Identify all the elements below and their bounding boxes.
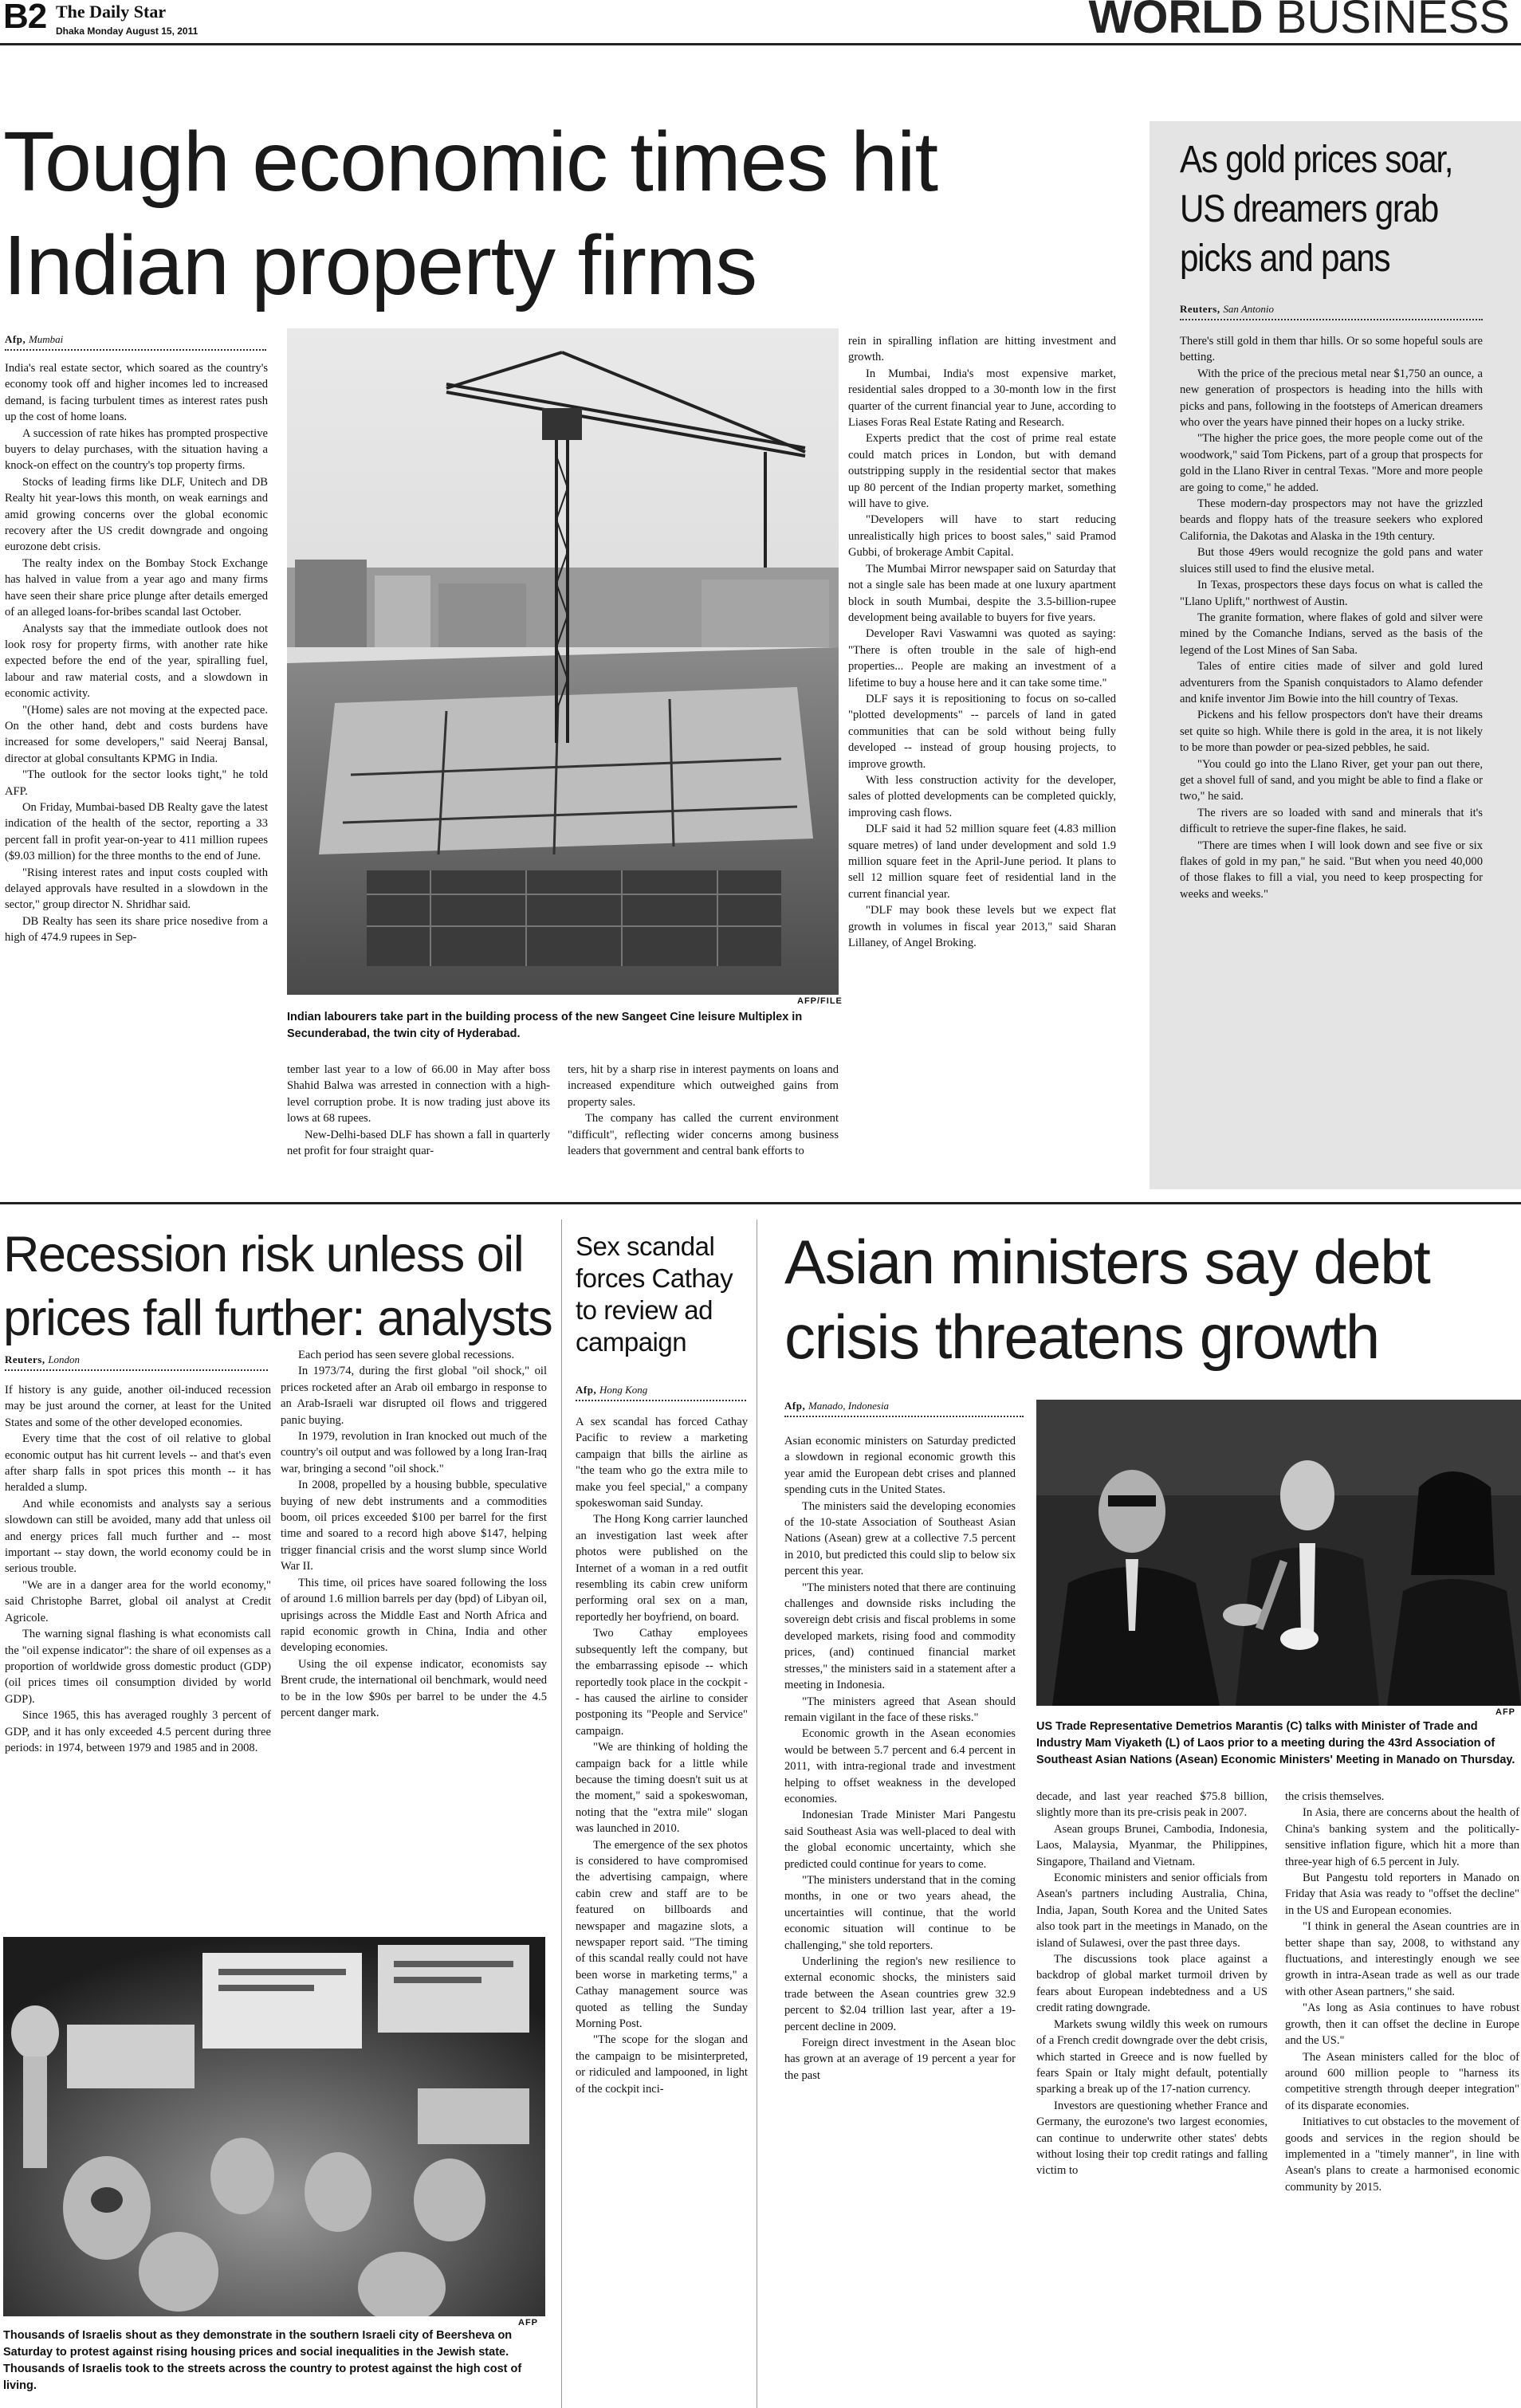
asian-headline-line1: Asian ministers say debt: [784, 1227, 1430, 1297]
gold-byline-agency: Reuters,: [1180, 303, 1220, 315]
asian-col1-p: Foreign direct investment in the Asean bloc has grown at an average of 19 percent a year for the past: [784, 2037, 1016, 2082]
gold-p: "You could go into the Llano River, get your pan out there, get a shovel full of sand, and you might be able to find a flake or two," he said.: [1180, 757, 1483, 803]
asian-col1-p: Underlining the region's new resilience to external economic shocks, the ministers said trade between the Asean countries grew 32.9 percent to $2.04 trillion last year, after a 19-percent decline in 2009.: [784, 1955, 1016, 2033]
asian-col3-p: In Asia, there are concerns about the health of China's banking system and the politically-sensitive inflation figure, which hit a more than three-year high of 6.5 percent in July.: [1285, 1806, 1519, 1868]
recession-col2-p: In 2008, propelled by a housing bubble, speculative buying of new debt instruments and a commodities boom, oil prices exceeded $100 per barrel for the first time and soared to a record high above $147, helping trigger financial crisis and the worst slump since World War II.: [281, 1479, 547, 1573]
asian-col1-p: Indonesian Trade Minister Mari Pangestu said Southeast Asia was well-placed to deal with the global economic uncertainty, which she predicted could continue for years to come.: [784, 1809, 1016, 1871]
cathay-p: "The scope for the slogan and the campaign to be misinterpreted, or ridiculed and lampooned, in light of the cockpit inci-: [576, 2033, 748, 2096]
cathay-headline-line: Sex scandal: [576, 1231, 715, 1261]
asian-photo-credit: AFP: [1495, 1707, 1515, 1717]
story1-col1-p: Analysts say that the immediate outlook does not look rosy for property firms, with another rate hike expected before the end of the year, spiralling fuel, labour and raw material costs, and a slowdown in economic activity.: [5, 622, 268, 701]
paper-name: The Daily Star: [56, 2, 167, 22]
story1-col1-p: DB Realty has seen its share price nosedive from a high of 474.9 rupees in Sep-: [5, 914, 268, 945]
cathay-headline-line: to review ad: [576, 1295, 713, 1325]
story1-caption: Indian labourers take part in the building process of the new Sangeet Cine leisure Multiplex in Secunderabad, the twin city of Hyderabad.: [287, 1011, 803, 1040]
asian-col1-p: "The ministers noted that there are continuing challenges and downside risks including the sovereign debt crisis and fiscal problems in some developed markets, rising food and commodity prices, (and) continued financial market stresses," the ministers said in a statement after a meeting in Indonesia.: [784, 1581, 1016, 1692]
story1-col4-p: In Mumbai, India's most expensive market, residential sales dropped to a 30-month low in the first quarter of the current financial year to June, according to Liases Foras Real Estate Rating and Research.: [848, 367, 1116, 430]
section-title-light: BUSINESS: [1275, 0, 1510, 43]
recession-col1-p: Since 1965, this has averaged roughly 3 percent of GDP, and it has only exceeded 4.5 percent during three periods: in 1974, between 1979 and 1985 and in 2008.: [5, 1709, 271, 1754]
asian-byline: [784, 1400, 1024, 1417]
gold-p: Tales of entire cities made of silver and gold lured adventurers from the Spanish conquistadors to Alamo defender and knife inventor Jim Bowie into the hill country of Texas.: [1180, 660, 1483, 705]
gold-p: "There are times when I will look down and see five or six flakes of gold in my pan," he said. "But when you need 40,000 of those flakes to fill a vial, you need to keep prospecting for weeks and weeks.": [1180, 839, 1483, 901]
ministers-photo: [1036, 1400, 1521, 1706]
recession-col2-p: In 1973/74, during the first global "oil shock," oil prices rocketed after an Arab oil embargo in response to an Arab-Israeli war disrupted oil flows and triggered panic buying.: [281, 1365, 547, 1427]
story1-headline-line2: Indian property firms: [3, 218, 757, 312]
section-title: [1088, 0, 1510, 44]
recession-byline-agency: Reuters,: [5, 1353, 45, 1365]
story1-col3-p: The company has called the current environment "difficult", reflecting wider concerns among business leaders that government and central bank efforts to: [568, 1112, 839, 1158]
story1-col1-p: "(Home) sales are not moving at the expected pace. On the other hand, debt and costs burdens have increased for some developers," said Neeraj Bansal, director at global consultants KPMG in India.: [5, 703, 268, 765]
section-divider: [0, 1202, 1521, 1204]
story1-col4-p: Experts predict that the cost of prime real estate could match prices in London, but with demand outstripping supply in the residential sector that makes up 80 percent of the Indian property market, something will have to give.: [848, 432, 1116, 511]
cathay-p: Two Cathay employees subsequently left the company, but the embarrassing episode -- which reportedly took place in the cockpit -- has caused the airline to consider postponing its "People and Service" campaign.: [576, 1627, 748, 1738]
asian-headline-line2: crisis threatens growth: [784, 1302, 1379, 1372]
cathay-headline-line: campaign: [576, 1327, 687, 1357]
gold-headline: [1180, 136, 1475, 284]
asian-col2-p: Markets swung wildly this week on rumours of a French credit downgrade over the debt crisis, which started in Greece and is now fuelled by fears Spain or Italy might default, potentially sparking a break up of the 17-nation currency.: [1036, 2017, 1268, 2096]
asian-caption: US Trade Representative Demetrios Marantis (C) talks with Minister of Trade and Industry Mam Viyaketh (L) of Laos prior to a meeting during the 43rd Association of Southeast Asian Nations (Asean) Economic Ministers' Meeting in Manado on Thursday.: [1036, 1720, 1515, 1766]
construction-photo-art: [287, 328, 839, 995]
recession-col1-p: If history is any guide, another oil-induced recession may be just around the corner, at least for the United States and some of the other developed economies.: [5, 1384, 271, 1429]
asian-col2-p: Investors are questioning whether France and Germany, the eurozone's two largest economies, can continue to underwrite other states' debts without losing their top credit ratings and falling victim to: [1036, 2099, 1268, 2178]
asian-col2-p: The discussions took place against a backdrop of global market turmoil driven by fears about European indebtedness and a US credit rating downgrade.: [1036, 1953, 1268, 2015]
story1-byline-place: Mumbai: [28, 333, 64, 345]
asian-col2-p: decade, and last year reached $75.8 billion, slightly more than its pre-crisis peak in 2007.: [1036, 1790, 1268, 1820]
recession-col2-p: Using the oil expense indicator, economists say Brent crude, the international oil benchmark, would need to be in the low $90s per barrel to be under the 4.5 percent danger mark.: [281, 1657, 547, 1719]
story1-col4-p: "DLF may book these levels but we expect flat growth in volumes in fiscal year 2013," said Sharan Lillaney, of Angel Broking.: [848, 904, 1116, 950]
cathay-p: The Hong Kong carrier launched an investigation last week after photos were published on the Internet of a woman in a red outfit resembling its cabin crew uniform performing oral sex on a man, reportedly her boyfriend, on board.: [576, 1513, 748, 1624]
recession-headline-line1: Recession risk unless oil: [3, 1227, 524, 1283]
story1-col4-p: The Mumbai Mirror newspaper said on Saturday that not a single sale has been made at one luxury apartment block in south Mumbai, despite the 3.5-billion-rupee development being available to buyers for five years.: [848, 562, 1116, 624]
recession-col1-p: The warning signal flashing is what economists call the "oil expense indicator": the share of oil expenses as a proportion of worldwide gross domestic product (GDP) (oil prices times oil consumption divided by world GDP).: [5, 1628, 271, 1706]
gold-p: With the price of the precious metal near $1,750 an ounce, a new generation of prospectors is heading into the hills with picks and pans, following in the footsteps of American dreamers who over the years have pinned their hopes on a lucky strike.: [1180, 367, 1483, 430]
asian-headline: [784, 1224, 1429, 1374]
recession-headline: [3, 1223, 552, 1350]
story1-col4: [848, 333, 1116, 1189]
gold-headline-line: US dreamers grab: [1180, 188, 1438, 230]
story1-col4-p: DLF said it had 52 million square feet (4.83 million square metres) of land under development and sold 1.9 million square feet in the April-June period. It plans to sell 12 million square feet of residential land in the current financial year.: [848, 823, 1116, 901]
section-title-bold: WORLD: [1088, 0, 1264, 43]
masthead-rule: [0, 43, 1521, 45]
cathay-headline-line: forces Cathay: [576, 1263, 733, 1293]
asian-byline-agency: Afp,: [784, 1400, 806, 1412]
gold-p: The rivers are so loaded with sand and minerals that it's difficult to retrieve the super-fine flakes, he said.: [1180, 806, 1483, 836]
asian-col3-p: But Pangestu told reporters in Manado on Friday that Asia was ready to "offset the decline" in the US and European economies.: [1285, 1872, 1519, 1917]
recession-col1-p: And while economists and analysts say a serious slowdown can still be avoided, many add that unless oil and energy prices fall much further and -- most important -- stay down, the world economy could be in serious trouble.: [5, 1497, 271, 1576]
story1-col4-p: rein in spiralling inflation are hitting investment and growth.: [848, 335, 1116, 364]
protest-photo-art: [3, 1937, 545, 2316]
story1-col1-p: The realty index on the Bombay Stock Exchange has halved in value from a year ago and many firms have seen their share price plunge after details emerged of an alleged loans-for-bribes scandal last October.: [5, 556, 268, 619]
story1-col1-p: "Rising interest rates and input costs coupled with delayed approvals have resulted in a slowdown in the sector," group director N. Shridhar said.: [5, 866, 268, 912]
asian-col3-p: "As long as Asia continues to have robust growth, then it can offset the decline in Europe and the US.": [1285, 2001, 1519, 2048]
story1-col1-p: "The outlook for the sector looks tight," he told AFP.: [5, 768, 268, 798]
story1-byline-agency: Afp,: [5, 333, 26, 345]
gold-body: [1180, 333, 1483, 1178]
story1-col1-p: India's real estate sector, which soared as the country's economy took off and higher incomes led to increased demand, is facing turbulent times as interest rates push up the cost of home loans.: [5, 362, 268, 424]
asian-col1-p: Asian economic ministers on Saturday predicted a slowdown in regional economic growth this year amid the European debt crises and planned spending cuts in the United States.: [784, 1435, 1016, 1497]
gold-headline-line: As gold prices soar,: [1180, 139, 1453, 181]
protest-photo: [3, 1937, 545, 2316]
story1-col4-p: With less construction activity for the developer, sales of plotted developments can be completed quickly, improving cash flows.: [848, 773, 1116, 819]
recession-photo-credit: AFP: [518, 2318, 538, 2327]
dateline: Dhaka Monday August 15, 2011: [56, 26, 198, 37]
page-number: B2: [3, 0, 47, 36]
asian-col3: [1285, 1789, 1519, 2406]
asian-col2: [1036, 1789, 1268, 2406]
story1-col2-p: New-Delhi-based DLF has shown a fall in quarterly net profit for four straight quar-: [287, 1128, 550, 1158]
story1-col1-p: A succession of rate hikes has prompted prospective buyers to delay purchases, with the situation having a knock-on effect on the country's top property firms.: [5, 426, 268, 473]
story1-col4-p: "Developers will have to start reducing unrealistically high prices to boost sales," said Pramod Gubbi, of brokerage Ambit Capital.: [848, 513, 1116, 560]
story1-byline: [5, 333, 266, 351]
story1-col2-p: tember last year to a low of 66.00 in May after boss Shahid Balwa was arrested in connection with a high-level corruption probe. It is now trading just above its lows at 68 rupees.: [287, 1063, 550, 1125]
asian-col3-p: the crisis themselves.: [1285, 1790, 1385, 1803]
cathay-byline-place: Hong Kong: [599, 1384, 648, 1396]
asian-col1: [784, 1433, 1016, 2406]
cathay-p: The emergence of the sex photos is considered to have compromised the advertising campaign, where cabin crew and staff are to be featured on billboards and newspaper and magazine slots, a newspaper report said. "The timing of this scandal really could not have been worse in marketing terms," a Cathay management source was quoted as telling the Sunday Morning Post.: [576, 1838, 748, 2031]
recession-col1-p: "We are in a danger area for the world economy," said Christophe Barret, global oil analyst at Credit Agricole.: [5, 1578, 271, 1624]
story1-headline-line1: Tough economic times hit: [3, 115, 938, 209]
recession-col1: [5, 1382, 271, 1892]
gold-p: These modern-day prospectors may not have the grizzled beards and floppy hats of the treasure seekers who explored California, the Dakotas and Alaska in the 19th century.: [1180, 497, 1483, 543]
gold-p: The granite formation, where flakes of gold and silver were mined by the Comanche Indians, served as the basis of the legend of the Lost Mines of San Saba.: [1180, 611, 1483, 657]
story1-col2: [287, 1062, 550, 1189]
gold-byline: [1180, 303, 1483, 320]
asian-col1-p: "The ministers understand that in the coming months, in one or two years ahead, the uncertainties will continue, that the world economic situation will continue to be challenging," she told reporters.: [784, 1873, 1016, 1952]
story1-col4-p: Developer Ravi Vaswamni was quoted as saying: "There is often trouble in the sale of high-end properties... People are making an investment of a lifetime to buy a house here and it can take some time.": [848, 627, 1116, 689]
cathay-p: "We are thinking of holding the campaign back for a little while because the timing doesn't suit us at the moment," said a spokeswoman, noting that the "extra mile" slogan was launched in 2010.: [576, 1741, 748, 1836]
cathay-byline-agency: Afp,: [576, 1384, 597, 1396]
asian-col3-p: The Asean ministers called for the bloc of around 600 million people to "harness its competitive strength through deeper integration" of its disparate economies.: [1285, 2050, 1519, 2112]
cathay-body: [576, 1414, 748, 2406]
recession-caption: Thousands of Israelis shout as they demonstrate in the southern Israeli city of Beersheva on Saturday to protest against rising housing prices and social inequalities in the Jewish state. Thousands of Israelis took to the streets across the country to protest against the high cost of living.: [3, 2329, 522, 2392]
asian-col2-p: Economic ministers and senior officials from Asean's partners including Australia, China, India, Japan, South Korea and the United Sates also took part in the meetings in Manado, on the island of Sulawesi, over the past three days.: [1036, 1872, 1268, 1950]
story1-col3: [568, 1062, 839, 1189]
ministers-photo-art: [1036, 1400, 1521, 1706]
story1-col1-p: On Friday, Mumbai-based DB Realty gave the latest indication of the health of the sector, reporting a 33 percent fall in profit year-on-year to 411 million rupees ($9.03 million) for the three months to the end of June.: [5, 800, 268, 863]
story1-col3-p: ters, hit by a sharp rise in interest payments on loans and increased expenditure which outweighed gains from property sales.: [568, 1063, 839, 1109]
recession-col2-p: Each period has seen severe global recessions.: [298, 1349, 515, 1361]
asian-col1-p: Economic growth in the Asean economies would be between 5.7 percent and 6.4 percent in 2011, with intra-regional trade and investment helping to offset weakness in the developed economies.: [784, 1727, 1016, 1805]
asian-byline-place: Manado, Indonesia: [808, 1400, 890, 1412]
construction-photo: [287, 328, 839, 995]
cathay-p: A sex scandal has forced Cathay Pacific to review a marketing campaign that bills the airline as "the team who go the extra mile to make you feel special," a company spokeswoman said Sunday.: [576, 1416, 748, 1510]
gold-p: But those 49ers would recognize the gold pans and water sluices still used to find the elusive metal.: [1180, 546, 1483, 575]
story1-headline: [3, 110, 937, 317]
asian-col2-p: Asean groups Brunei, Cambodia, Indonesia, Laos, Malaysia, Myanmar, the Philippines, Singapore, Thailand and Vietnam.: [1036, 1822, 1268, 1868]
recession-col2-p: This time, oil prices have soared following the loss of around 1.6 million barrels per day (bpd) of Libyan oil, uprisings across the Middle East and North Africa and rapid economic growth in China, India and other developing economies.: [281, 1576, 547, 1655]
recession-byline: [5, 1353, 268, 1371]
asian-col3-p: "I think in general the Asean countries are in better shape than say, 2008, to withstand any fluctuations, and interestingly enough we see growth in intra-Asean trade as well as our trade with other Asean partners," she said.: [1285, 1920, 1519, 1998]
recession-col2: [281, 1347, 547, 1892]
cathay-byline: [576, 1384, 746, 1401]
story1-photo-credit: AFP/FILE: [797, 996, 843, 1006]
recession-col2-p: In 1979, revolution in Iran knocked out much of the country's oil output and was followed by a long Iran-Iraq war, bringing a second "oil shock.": [281, 1430, 547, 1475]
recession-byline-place: London: [48, 1353, 81, 1365]
gold-p: Pickens and his fellow prospectors don't have their dreams set quite so high. While there is gold in the area, it is not likely to be more than powder or pea-sized pebbles, he said.: [1180, 709, 1483, 755]
asian-col1-p: "The ministers agreed that Asean should remain vigilant in the face of these risks.": [784, 1695, 1016, 1724]
gold-p: "The higher the price goes, the more people come out of the woodwork," said Tom Pickens, part of a group that prospects for gold in the Llano River in central Texas. "More and more people are going to come," he added.: [1180, 432, 1483, 494]
gold-p: There's still gold in them thar hills. Or so some hopeful souls are betting.: [1180, 335, 1483, 364]
gold-p: In Texas, prospectors these days focus on what is called the "Llano Uplift," northwest of Austin.: [1180, 579, 1483, 608]
cathay-headline: [576, 1231, 754, 1358]
story1-col4-p: DLF says it is repositioning to focus on so-called "plotted developments" -- parcels of land in gated communities that can be sold without being fully developed -- instead of group housing projects, to improve growth.: [848, 692, 1116, 771]
asian-col3-p: Initiatives to cut obstacles to the movement of goods and services in the region should be implemented in a "timely manner", in line with Asean's plans to create a harmonised economic community by 2015.: [1285, 2115, 1519, 2194]
story1-col1: [5, 360, 268, 1189]
story1-col1-p: Stocks of leading firms like DLF, Unitech and DB Realty hit year-lows this month, on weak earnings and amid growing concerns over the global economic recovery after the US credit downgrade and ongoing eurozone debt crisis.: [5, 475, 268, 554]
recession-col1-p: Every time that the cost of oil relative to global economic output has hit current levels -- and that's even after sharp falls in spot prices this month -- it has heralded a slump.: [5, 1432, 271, 1495]
recession-headline-line2: prices fall further: analysts: [3, 1290, 552, 1346]
gold-headline-line: picks and pans: [1180, 238, 1390, 280]
asian-col1-p: The ministers said the developing economies of the 10-state Association of Southeast Asian Nations (Asean) grew at a collective 7.5 percent in 2010, but predicted this could slip to below six percent this year.: [784, 1499, 1016, 1578]
gold-byline-place: San Antonio: [1223, 303, 1275, 315]
